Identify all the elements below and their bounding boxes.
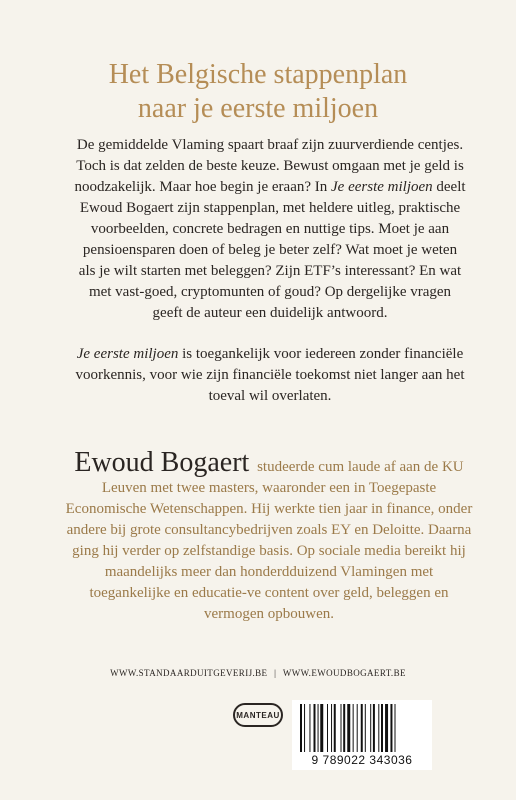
barcode-bar	[395, 704, 396, 752]
blurb-paragraph-2	[74, 344, 466, 407]
author-bio-text: studeerde cum laude af aan de KU Leuven met twee masters, waaronder een in Toegepaste Economische Wetenschappen. Hij werkte tien jaar in finance, onder andere bij grote consultancybedrijven zoals EY en Deloitte. Daarna ging hij verder op zelfstandige basis. Op sociale media bereikt hij maandelijks meer dan honderdduizend Vlamingen met toegankelijke en educatie-ve content over geld, beleggen en vermogen opbouwen.	[65, 459, 473, 622]
link-separator: |	[274, 668, 277, 678]
barcode-bar	[304, 704, 305, 752]
barcode-bar	[341, 704, 342, 752]
barcode-bar	[320, 704, 323, 752]
barcode-bar	[318, 704, 319, 752]
publisher-url[interactable]: WWW.STANDAARDUITGEVERIJ.BE	[110, 668, 268, 678]
isbn-number: 9 789022 343036	[311, 753, 413, 767]
barcode-bar	[361, 704, 363, 752]
blurb	[74, 135, 466, 407]
barcode-bar	[331, 704, 332, 752]
author-name: Ewoud Bogaert	[74, 447, 250, 478]
blurb-body: deelt Ewoud Bogaert zijn stappenplan, met heldere uitleg, praktische voorbeelden, concrete bedragen en nuttige tips. Moet je aan pensioensparen doen of beleg je beter zelf? Wat moet je weten als je wilt starten met beleggen? Zijn ETF’s interessant? En wat met vast-goed, cryptomunten of goud? Op dergelijke vragen geeft de auteur een duidelijk antwoord.	[78, 179, 466, 321]
barcode-bar	[378, 704, 379, 752]
publisher-logo-text: MANTEAU	[236, 710, 280, 720]
barcode-bar	[357, 704, 358, 752]
barcode-bar	[309, 704, 310, 752]
website-links	[0, 668, 516, 678]
barcode-block	[292, 700, 432, 770]
blurb-paragraph-1	[74, 135, 466, 324]
publisher-logo	[233, 703, 283, 727]
barcode-bar	[334, 704, 336, 752]
barcode-bar	[327, 704, 328, 752]
cover-title-line-1: Het Belgische stappenplan	[108, 59, 408, 90]
barcode-bar	[370, 704, 371, 752]
barcode-bar	[373, 704, 375, 752]
barcode-bar	[300, 704, 302, 752]
barcode-icon	[298, 704, 426, 752]
barcode-bar	[343, 704, 345, 752]
author-url[interactable]: WWW.EWOUDBOGAERT.BE	[282, 668, 406, 678]
book-title-italic: Je eerste miljoen	[76, 346, 179, 362]
cover-title	[0, 58, 516, 126]
book-title-italic: Je eerste miljoen	[331, 179, 433, 195]
blurb-intro: De gemiddelde Vlaming spaart braaf zijn zuurverdiende centjes. Toch is dat zelden de beste keuze. Bewust omgaan met je geld is noodzakelijk. Maar hoe begin je eraan? In	[74, 137, 464, 195]
barcode-bar	[365, 704, 366, 752]
author-bio	[64, 448, 474, 625]
blurb-body-2: is toegankelijk voor iedereen zonder financiële voorkennis, voor wie zijn financiële toekomst niet langer aan het toeval wil overlaten.	[75, 346, 465, 404]
barcode-bar	[385, 704, 388, 752]
cover-title-line-2: naar je eerste miljoen	[137, 93, 379, 124]
barcode-bar	[390, 704, 392, 752]
barcode-bar	[381, 704, 383, 752]
barcode-bar	[347, 704, 350, 752]
barcode-bar	[314, 704, 316, 752]
barcode-bar	[353, 704, 354, 752]
